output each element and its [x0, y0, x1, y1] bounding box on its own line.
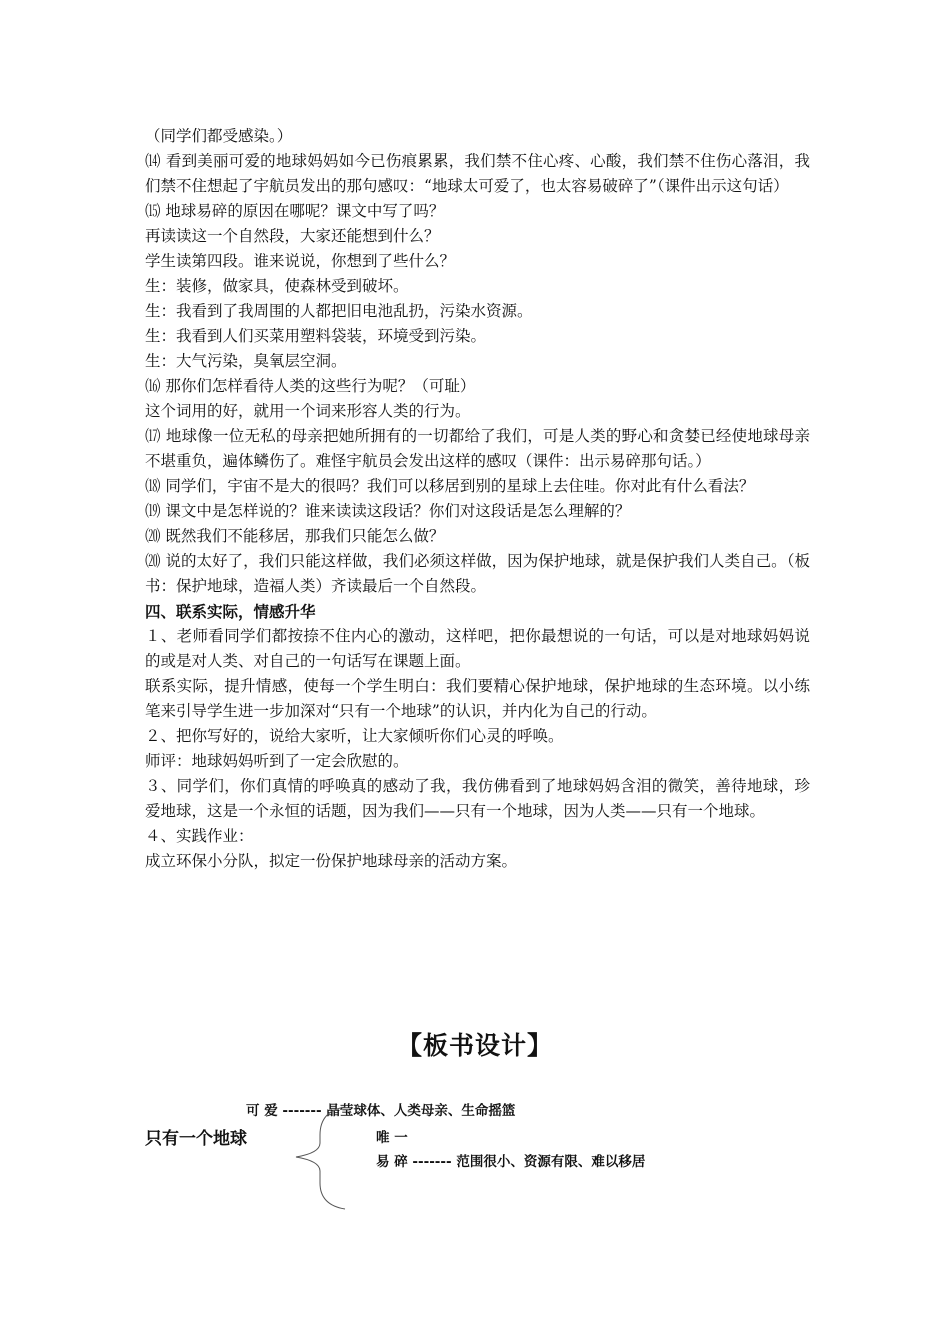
board-design-title: 【板书设计】: [396, 1031, 553, 1060]
text-paragraph: ⒇ 既然我们不能移居，那我们只能怎么做？: [145, 527, 445, 545]
text-paragraph: 生：装修，做家具，使森林受到破坏。: [145, 277, 409, 295]
text-paragraph: ⒆ 课文中是怎样说的？谁来读读这段话？你们对这段话是怎么理解的？: [145, 502, 631, 520]
text-paragraph: 生：我看到了我周围的人都把旧电池乱扔，污染水资源。: [145, 302, 533, 320]
text-paragraph: ⒁ 看到美丽可爱的地球妈妈如今已伤痕累累，我们禁不住心疼、心酸，我们禁不住伤心落泪，我们禁不住想起了宇航员发出的那句感叹：“地球太可爱了，也太容易破碎了”（课件出示这句话）: [145, 152, 810, 195]
board-main-title: 只有一个地球: [145, 1129, 247, 1149]
board-design: [0, 1090, 950, 1210]
board-row-unique: 唯 一: [376, 1130, 408, 1146]
text-paragraph: ⒄ 地球像一位无私的母亲把她所拥有的一切都给了我们，可是人类的野心和贪婪已经使地球母亲不堪重负，遍体鳞伤了。难怪宇航员会发出这样的感叹（课件：出示易碎那句话。）: [145, 427, 810, 470]
text-paragraph: ３、同学们，你们真情的呼唤真的感动了我，我仿佛看到了地球妈妈含泪的微笑，善待地球，珍爱地球，这是一个永恒的话题，因为我们——只有一个地球，因为人类——只有一个地球。: [145, 777, 810, 820]
text-paragraph: 这个词用的好，就用一个词来形容人类的行为。: [145, 402, 471, 420]
board-row-lovely: 可 爱 ------- 晶莹球体、人类母亲、生命摇篮: [246, 1103, 516, 1119]
text-paragraph: 学生读第四段。谁来说说，你想到了些什么？: [145, 252, 456, 270]
section-heading: 四、联系实际，情感升华: [145, 602, 316, 621]
text-paragraph: 再读读这一个自然段，大家还能想到什么？: [145, 227, 440, 245]
board-row-fragile: 易 碎 ------- 范围很小、资源有限、难以移居: [376, 1154, 646, 1170]
text-paragraph: （同学们都受感染。）: [145, 127, 293, 145]
text-paragraph: ⒂ 地球易碎的原因在哪呢？课文中写了吗？: [145, 202, 445, 220]
text-paragraph: 师评：地球妈妈听到了一定会欣慰的。: [145, 752, 409, 770]
text-paragraph: １、老师看同学们都按捺不住内心的激动，这样吧，把你最想说的一句话，可以是对地球妈妈说的或是对人类、对自己的一句话写在课题上面。: [145, 627, 810, 670]
text-paragraph: ４、实践作业：: [145, 827, 254, 845]
text-paragraph: 成立环保小分队，拟定一份保护地球母亲的活动方案。: [145, 852, 518, 870]
text-paragraph: ⒅ 同学们，宇宙不是大的很吗？我们可以移居到别的星球上去住哇。你对此有什么看法？: [145, 477, 755, 495]
text-paragraph: ⒃ 那你们怎样看待人类的这些行为呢？（可耻）: [145, 377, 476, 395]
text-paragraph: 生：大气污染，臭氧层空洞。: [145, 352, 347, 370]
text-paragraph: 联系实际，提升情感，使每一个学生明白：我们要精心保护地球，保护地球的生态环境。以小练笔来引导学生进一步加深对“只有一个地球”的认识，并内化为自己的行动。: [145, 677, 810, 720]
brace-icon: [290, 1105, 370, 1215]
text-paragraph: ２、把你写好的，说给大家听，让大家倾听你们心灵的呼唤。: [145, 727, 564, 745]
text-paragraph: ⒇ 说的太好了，我们只能这样做，我们必须这样做，因为保护地球，就是保护我们人类自己。（板书：保护地球，造福人类）齐读最后一个自然段。: [145, 552, 810, 595]
text-paragraph: 生：我看到人们买菜用塑料袋装，环境受到污染。: [145, 327, 487, 345]
lesson-body: [145, 124, 810, 874]
